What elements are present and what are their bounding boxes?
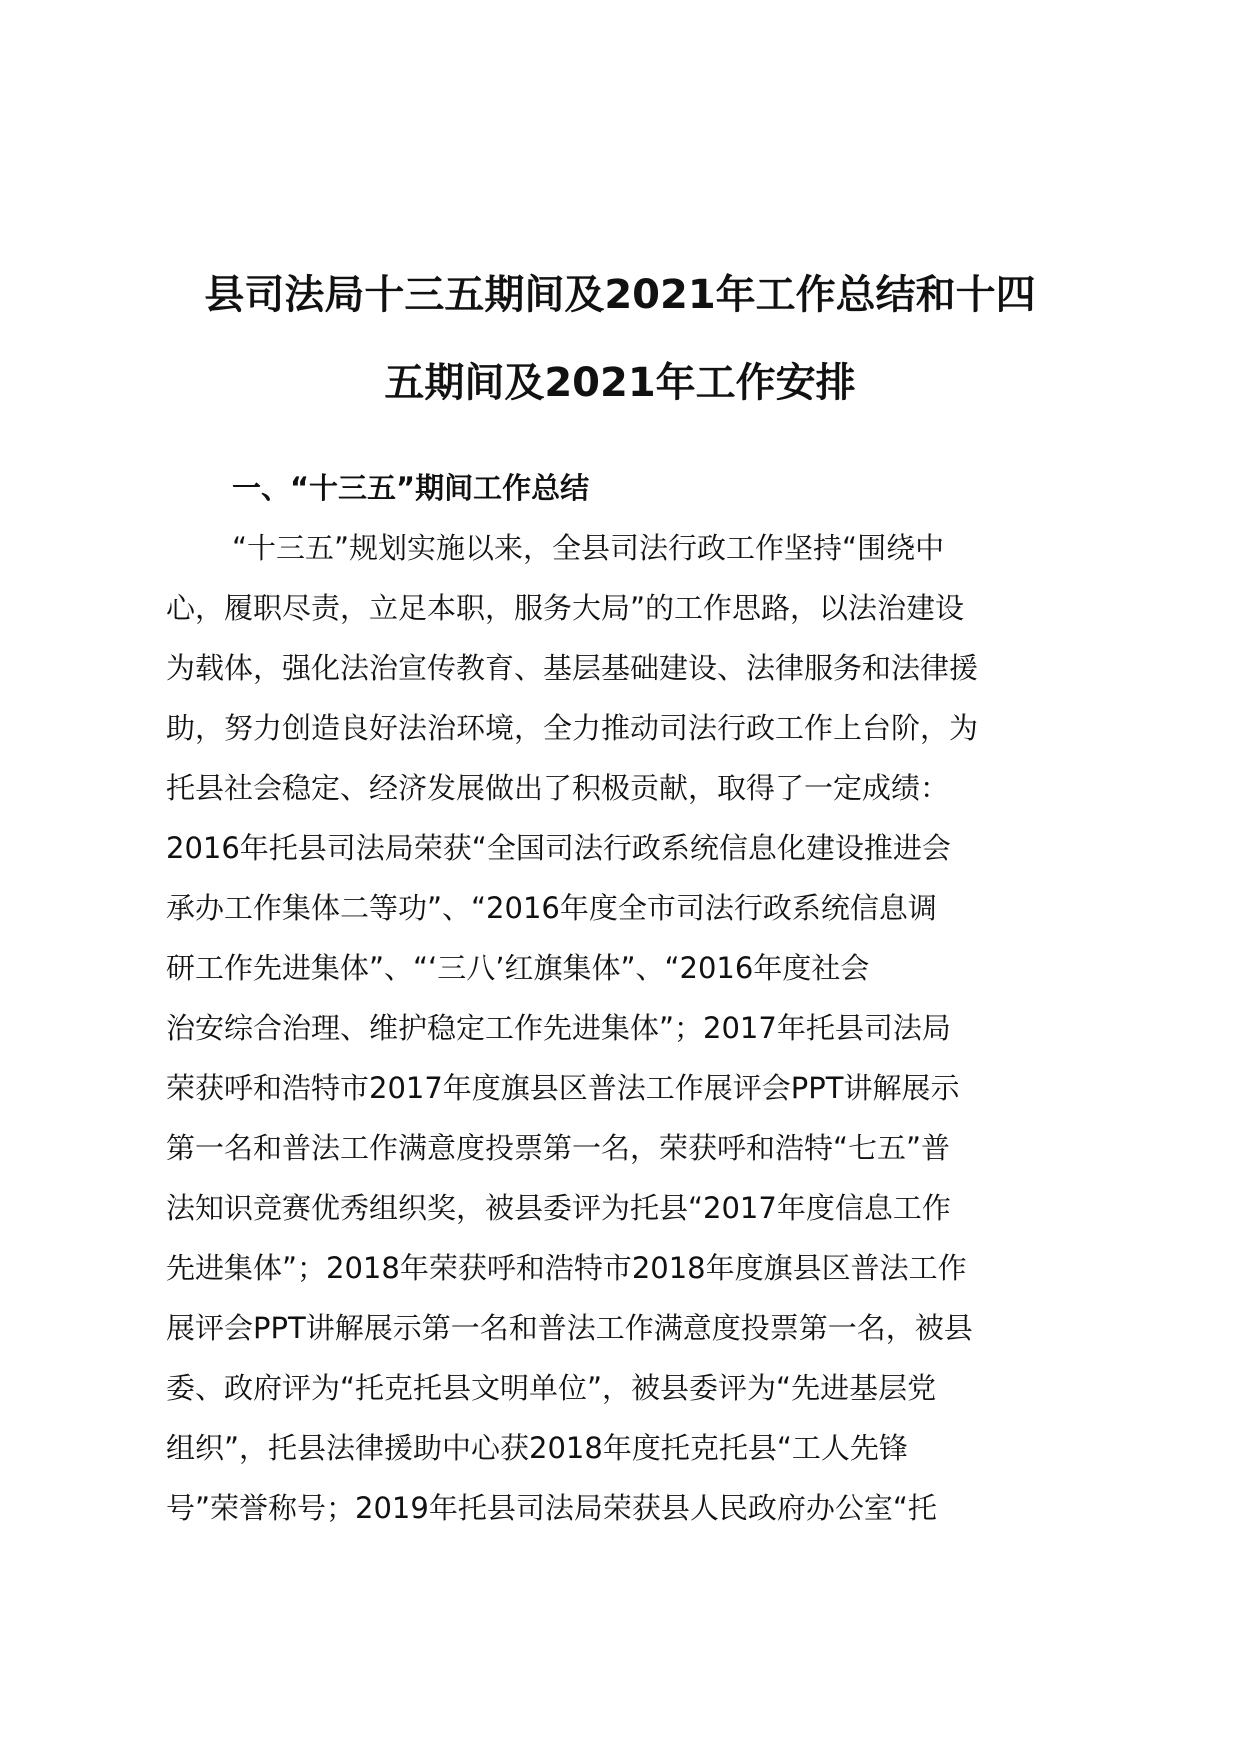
document-title-line-2: 五期间及2021年工作安排: [384, 360, 856, 406]
body-line: 组织”，托县法律援助中心获2018年度托克托县“工人先锋: [166, 1431, 908, 1465]
body-line: 治安综合治理、维护稳定工作先进集体”；2017年托县司法局: [166, 1011, 951, 1045]
body-line: 荣获呼和浩特市2017年度旗县区普法工作展评会PPT讲解展示: [166, 1071, 960, 1105]
body-line: 第一名和普法工作满意度投票第一名，荣获呼和浩特“七五”普: [166, 1131, 951, 1165]
body-line: 为载体，强化法治宣传教育、基层基础建设、法律服务和法律援: [166, 651, 979, 685]
section-heading: 一、“十三五”期间工作总结: [232, 471, 590, 505]
body-line: 委、政府评为“托克托县文明单位”，被县委评为“先进基层党: [166, 1371, 937, 1405]
body-line: 先进集体”；2018年荣获呼和浩特市2018年度旗县区普法工作: [166, 1251, 967, 1285]
body-line: 助，努力创造良好法治环境，全力推动司法行政工作上台阶，为: [166, 711, 979, 745]
body-line: 法知识竞赛优秀组织奖，被县委评为托县“2017年度信息工作: [166, 1191, 951, 1225]
body-line: 承办工作集体二等功”、“2016年度全市司法行政系统信息调: [166, 891, 937, 925]
body-line: 2016年托县司法局荣获“全国司法行政系统信息化建设推进会: [166, 831, 951, 865]
body-line: 心，履职尽责，立足本职，服务大局”的工作思路，以法治建设: [166, 591, 965, 625]
body-line: 号”荣誉称号；2019年托县司法局荣获县人民政府办公室“托: [166, 1491, 937, 1525]
body-line: 研工作先进集体”、“‘三八’红旗集体”、“2016年度社会: [166, 951, 870, 985]
body-line: “十三五”规划实施以来，全县司法行政工作坚持“围绕中: [232, 531, 945, 565]
body-line: 展评会PPT讲解展示第一名和普法工作满意度投票第一名，被县: [166, 1311, 973, 1345]
document-title-line-1: 县司法局十三五期间及2021年工作总结和十四: [204, 272, 1036, 318]
body-line: 托县社会稳定、经济发展做出了积极贡献，取得了一定成绩：: [166, 771, 950, 805]
